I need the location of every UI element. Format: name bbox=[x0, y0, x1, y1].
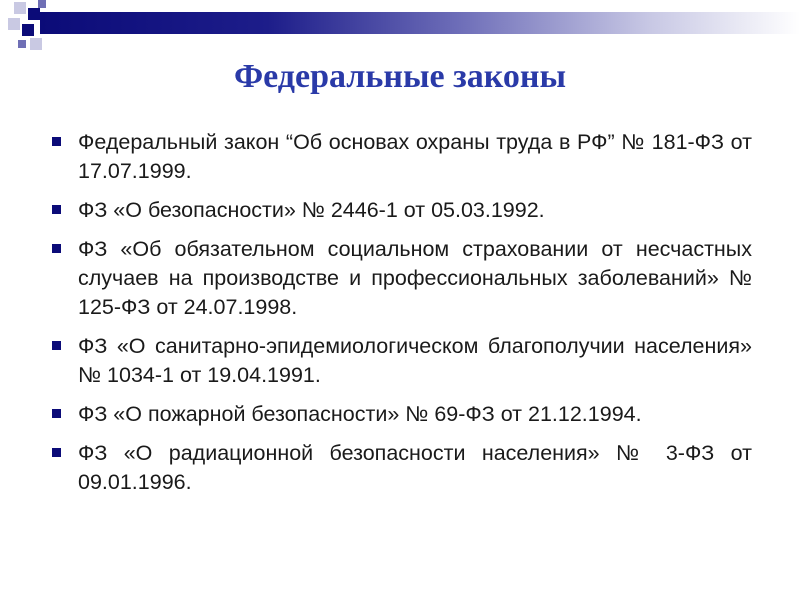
bullet-square-icon bbox=[52, 341, 61, 350]
decor-square bbox=[14, 2, 26, 14]
decor-square bbox=[8, 18, 20, 30]
bullet-square-icon bbox=[52, 244, 61, 253]
header-gradient-band bbox=[40, 12, 800, 34]
list-item bbox=[50, 128, 752, 186]
bullet-list bbox=[50, 128, 752, 507]
decor-square bbox=[28, 8, 40, 20]
list-item bbox=[50, 332, 752, 390]
list-item-text: ФЗ «О радиационной безопасности населения» № 3-ФЗ от 09.01.1996. bbox=[78, 441, 752, 494]
bullet-square-icon bbox=[52, 137, 61, 146]
list-item bbox=[50, 196, 752, 225]
list-item bbox=[50, 439, 752, 497]
slide-title: Федеральные законы bbox=[233, 58, 567, 95]
bullet-square-icon bbox=[52, 448, 61, 457]
list-item-text: ФЗ «О безопасности» № 2446-1 от 05.03.1992. bbox=[78, 198, 545, 222]
list-item-text: ФЗ «О пожарной безопасности» № 69-ФЗ от 21.12.1994. bbox=[78, 402, 642, 426]
decor-square bbox=[30, 38, 42, 50]
list-item bbox=[50, 400, 752, 429]
decor-square bbox=[18, 40, 26, 48]
bullet-square-icon bbox=[52, 409, 61, 418]
list-item-text: ФЗ «О санитарно-эпидемиологическом благополучии населения» № 1034-1 от 19.04.1991. bbox=[78, 334, 752, 387]
decor-square bbox=[22, 24, 34, 36]
bullet-square-icon bbox=[52, 205, 61, 214]
list-item-text: Федеральный закон “Об основах охраны труда в РФ” № 181-ФЗ от 17.07.1999. bbox=[78, 130, 752, 183]
list-item bbox=[50, 235, 752, 322]
list-item-text: ФЗ «Об обязательном социальном страховании от несчастных случаев на производстве и профессиональных заболеваний» № 125-ФЗ от 24.07.1998. bbox=[78, 237, 752, 319]
decor-square bbox=[38, 0, 46, 8]
